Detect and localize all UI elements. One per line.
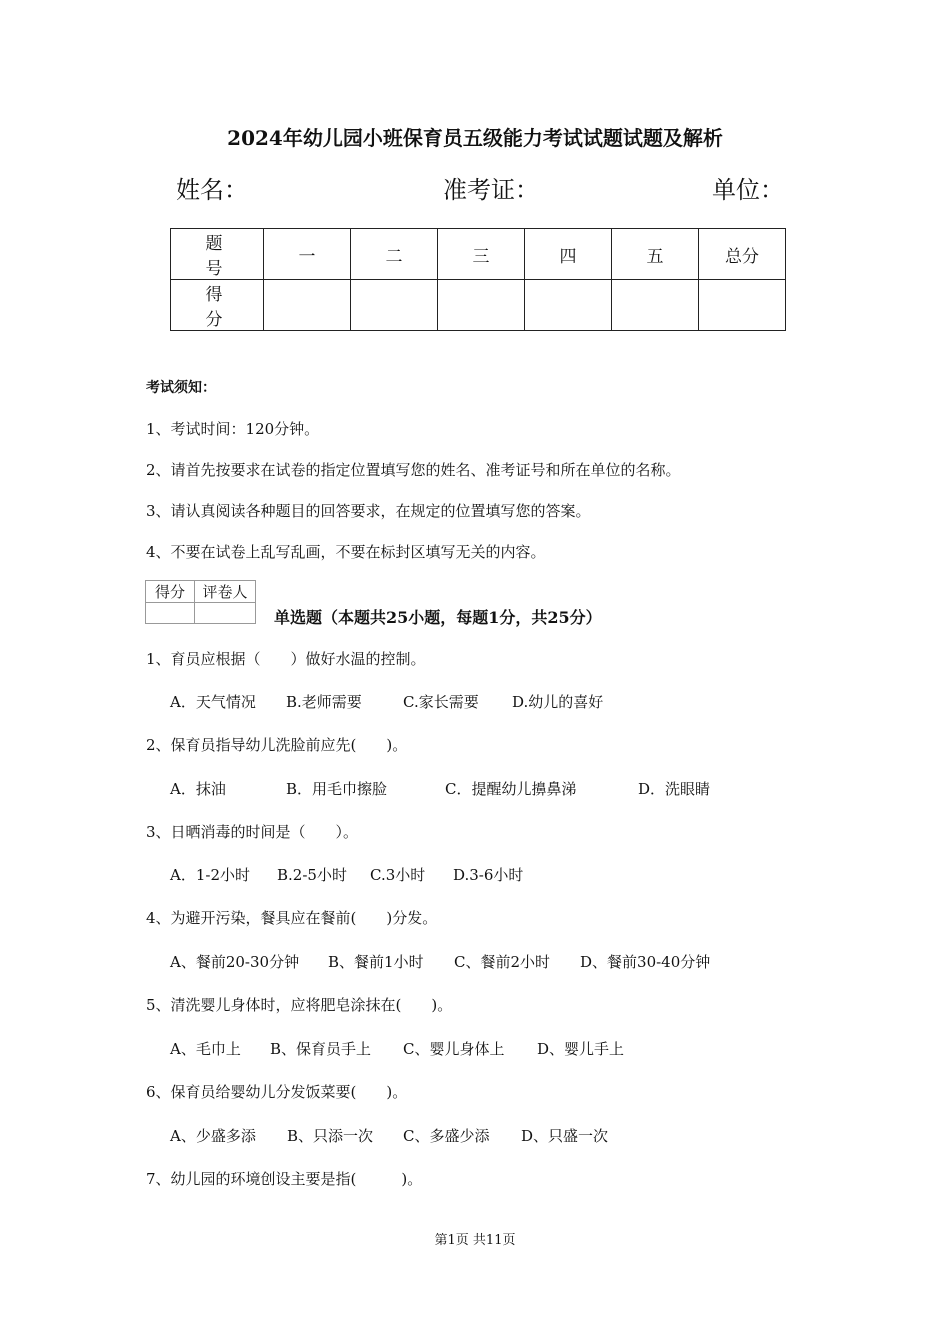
question-option: C、婴儿身体上 bbox=[403, 1040, 505, 1058]
score-cell bbox=[525, 280, 612, 331]
question-option: C、餐前2小时 bbox=[454, 953, 551, 971]
score-table-col-1: 一 bbox=[264, 229, 351, 280]
question-text: 4、为避开污染，餐具应在餐前( )分发。 bbox=[146, 909, 438, 927]
score-table-col-3: 三 bbox=[438, 229, 525, 280]
score-table-score-label: 得 分 bbox=[171, 280, 264, 331]
score-cell bbox=[612, 280, 699, 331]
grader-score-cell bbox=[146, 603, 195, 624]
page-footer: 第1页 共11页 bbox=[434, 1233, 516, 1248]
name-field-label: 姓名： bbox=[176, 176, 248, 204]
score-cell bbox=[438, 280, 525, 331]
question-option: C.3小时 bbox=[370, 866, 426, 884]
question-text: 3、日晒消毒的时间是（ ）。 bbox=[146, 823, 359, 841]
question-text: 7、幼儿园的环境创设主要是指( )。 bbox=[146, 1170, 423, 1188]
score-table-col-total: 总分 bbox=[699, 229, 786, 280]
notice-item: 2、请首先按要求在试卷的指定位置填写您的姓名、准考证号和所在单位的名称。 bbox=[146, 461, 681, 479]
question-text: 2、保育员指导幼儿洗脸前应先( )。 bbox=[146, 736, 408, 754]
score-table-col-2: 二 bbox=[351, 229, 438, 280]
score-table-header-row bbox=[171, 229, 786, 280]
grader-reviewer-label: 评卷人 bbox=[195, 581, 256, 603]
grader-reviewer-cell bbox=[195, 603, 256, 624]
notice-item: 3、请认真阅读各种题目的回答要求，在规定的位置填写您的答案。 bbox=[146, 502, 591, 520]
question-option: A、餐前20-30分钟 bbox=[170, 953, 300, 971]
question-option: D、只盛一次 bbox=[521, 1127, 609, 1145]
score-table-header-label: 题 号 bbox=[171, 229, 264, 280]
question-option: A．抹油 bbox=[170, 780, 226, 798]
question-option: B、保育员手上 bbox=[270, 1040, 372, 1058]
grader-box bbox=[145, 580, 256, 624]
score-table-score-row bbox=[171, 280, 786, 331]
grader-score-label: 得分 bbox=[146, 581, 195, 603]
exam-id-field-label: 准考证： bbox=[443, 176, 539, 204]
question-option: B．用毛巾擦脸 bbox=[286, 780, 388, 798]
unit-field-label: 单位： bbox=[712, 176, 784, 204]
notice-item: 4、不要在试卷上乱写乱画，不要在标封区填写无关的内容。 bbox=[146, 543, 546, 561]
question-text: 6、保育员给婴幼儿分发饭菜要( )。 bbox=[146, 1083, 408, 1101]
score-cell bbox=[351, 280, 438, 331]
score-table-col-5: 五 bbox=[612, 229, 699, 280]
score-cell bbox=[264, 280, 351, 331]
question-option: D．洗眼睛 bbox=[638, 780, 711, 798]
question-option: C、多盛少添 bbox=[403, 1127, 490, 1145]
question-text: 5、清洗婴儿身体时，应将肥皂涂抹在( )。 bbox=[146, 996, 453, 1014]
question-option: A．1-2小时 bbox=[170, 866, 250, 884]
question-option: A、毛巾上 bbox=[170, 1040, 241, 1058]
question-option: B.老师需要 bbox=[286, 693, 362, 711]
question-option: D.3-6小时 bbox=[453, 866, 524, 884]
question-option: C.家长需要 bbox=[403, 693, 479, 711]
score-table-col-4: 四 bbox=[525, 229, 612, 280]
document-title: 2024年幼儿园小班保育员五级能力考试试题试题及解析 bbox=[227, 126, 723, 150]
notice-item: 1、考试时间：120分钟。 bbox=[146, 420, 320, 438]
section-title: 单选题（本题共25小题，每题1分，共25分） bbox=[274, 608, 602, 627]
question-option: A、少盛多添 bbox=[170, 1127, 256, 1145]
question-text: 1、育员应根据（ ）做好水温的控制。 bbox=[146, 650, 426, 668]
question-option: A．天气情况 bbox=[170, 693, 256, 711]
score-table bbox=[170, 228, 786, 331]
question-option: D、餐前30-40分钟 bbox=[580, 953, 711, 971]
question-option: D.幼儿的喜好 bbox=[512, 693, 604, 711]
question-option: B.2-5小时 bbox=[277, 866, 347, 884]
question-option: C．提醒幼儿擤鼻涕 bbox=[445, 780, 577, 798]
question-option: B、只添一次 bbox=[287, 1127, 374, 1145]
score-cell bbox=[699, 280, 786, 331]
notice-heading: 考试须知： bbox=[146, 380, 216, 396]
question-option: B、餐前1小时 bbox=[328, 953, 424, 971]
question-option: D、婴儿手上 bbox=[537, 1040, 625, 1058]
